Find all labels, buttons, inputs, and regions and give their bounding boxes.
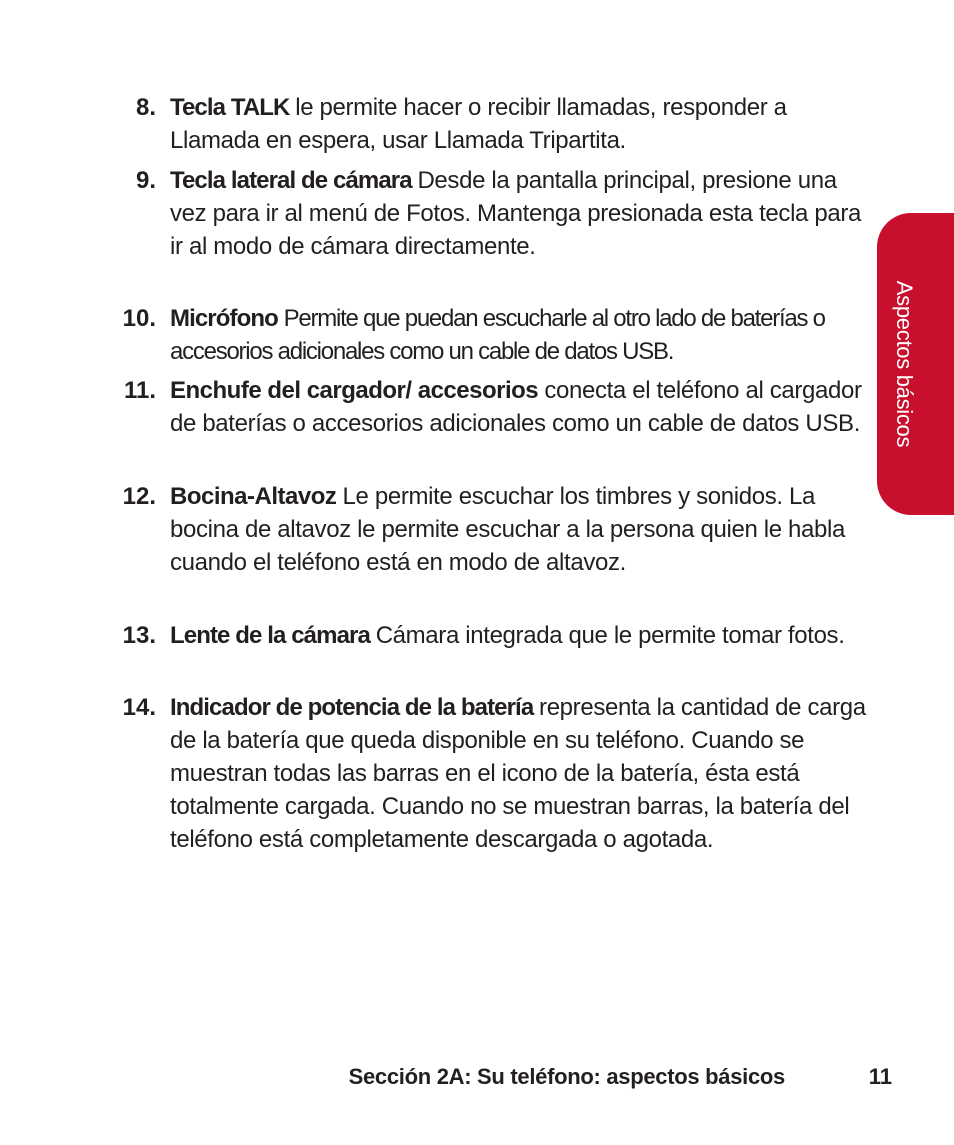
item-number: 12. <box>122 483 156 510</box>
item-description: Permite que puedan escucharle al otro lado de baterías o accesorios adicionales como un cable de datos USB. <box>170 305 825 365</box>
list-item-9 <box>135 164 870 263</box>
list-item-14 <box>122 691 870 856</box>
item-number: 14. <box>122 694 156 721</box>
item-number: 8. <box>135 94 156 121</box>
list-item-13 <box>122 619 870 652</box>
item-term: Enchufe del cargador/ accesorios <box>170 377 545 404</box>
item-term: Tecla lateral de cámara <box>170 167 418 194</box>
footer-section-title: Sección 2A: Su teléfono: aspectos básicos <box>348 1064 785 1089</box>
list-item-12 <box>122 480 870 579</box>
item-term: Micrófono <box>170 305 284 332</box>
section-tab-label: Aspectos básicos <box>892 280 917 448</box>
item-term: Bocina-Altavoz <box>170 483 343 510</box>
item-number: 9. <box>135 167 156 194</box>
list-item-11 <box>123 374 870 440</box>
item-description: le permite hacer o recibir llamadas, responder a Llamada en espera, usar Llamada Tripartita. <box>170 94 787 154</box>
page-number: 11 <box>868 1064 892 1089</box>
item-description: conecta el teléfono al cargador de baterías o accesorios adicionales como un cable de datos USB. <box>170 377 862 437</box>
list-item-8 <box>135 91 870 157</box>
item-number: 13. <box>122 622 156 649</box>
item-description: Cámara integrada que le permite tomar fotos. <box>375 622 845 649</box>
item-description: Le permite escuchar los timbres y sonidos. La bocina de altavoz le permite escuchar a la persona quien le habla cuando el teléfono está en modo de altavoz. <box>170 483 846 576</box>
item-term: Lente de la cámara <box>170 622 376 649</box>
item-description: representa la cantidad de carga de la batería que queda disponible en su teléfono. Cuando se muestran todas las barras en el icono de la batería, ésta está totalmente cargada. Cuando no se muestran barras, la batería del teléfono está completamente descargada o agotada. <box>170 694 866 853</box>
item-term: Indicador de potencia de la batería <box>170 694 540 721</box>
item-term: Tecla TALK <box>170 94 296 121</box>
item-number: 11. <box>123 377 156 404</box>
item-description: Desde la pantalla principal, presione una vez para ir al menú de Fotos. Mantenga presionada esta tecla para ir al modo de cámara directamente. <box>170 167 862 260</box>
list-item-10 <box>122 302 870 368</box>
item-number: 10. <box>122 305 156 332</box>
